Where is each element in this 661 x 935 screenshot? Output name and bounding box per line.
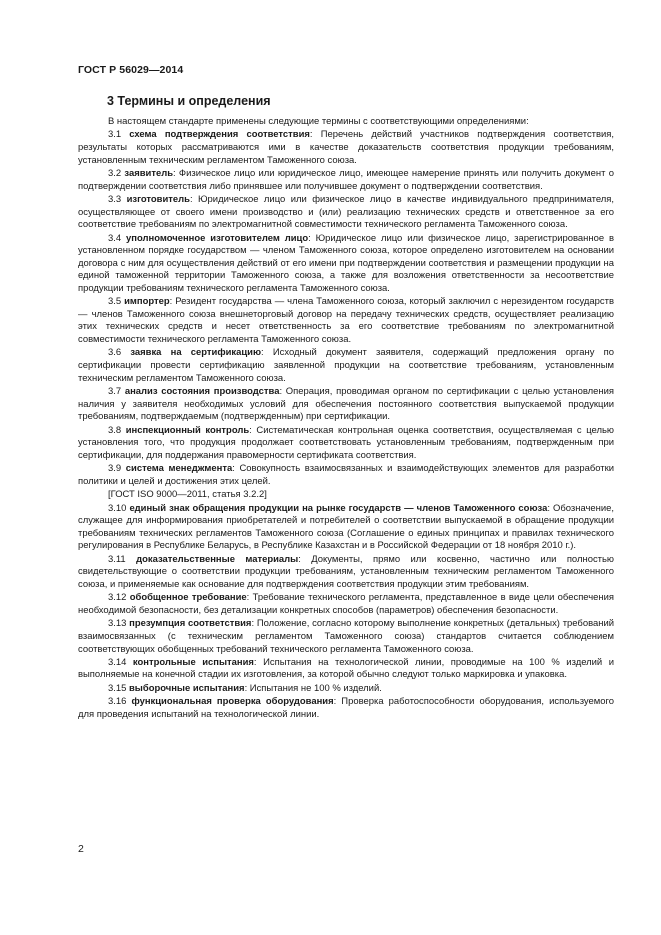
term-paragraph [78,425,614,463]
intro-paragraph: В настоящем стандарте применены следующие термины с соответствующими определениями: [108,116,529,127]
page-number: 2 [78,843,84,855]
term-definition: : Резидент государства — члена Таможенного союза, который заключил с нерезидентом государств — членов Таможенного союза внешнеторговый договор на передачу технических средств, осуществляет реализацию этих технических средств и несет ответственность за его соответствие требованиям по электромагнитной совместимости технического регламента Таможенного союза. [78,296,614,346]
term-paragraph [78,386,614,424]
term-paragraph [78,129,614,167]
term-name: инспекционный контроль [125,424,250,436]
term-definition: : Документы, прямо или косвенно, частично или полностью свидетельствующие о соответствии продукции требованиям, установленным техническим регламентом Таможенного союза, и применяемые как основание для подтверждения соответствия продукции этим требованиям. [78,553,614,590]
term-definition: : Проверка работоспособности оборудования, используемого для проведения испытаний на технологической линии. [78,696,614,720]
term-name: схема подтверждения соответствия [129,129,310,141]
term-number: 3.8 [108,424,126,436]
term-paragraph [78,592,614,617]
term-paragraph [78,554,614,592]
term-definition: : Исходный документ заявителя, содержащий предложения органу по сертификации провести сертификацию заявленной продукции на соответствие требованиям, установленным техническим регламентом Таможенного союза. [78,347,615,384]
term-paragraph [78,296,614,346]
term-paragraph [78,463,614,488]
term-name: система менеджмента [125,463,233,475]
term-number: 3.1 [108,129,130,141]
term-number: 3.10 [108,502,130,514]
term-number: 3.2 [108,167,125,179]
section-title: 3 Термины и определения [107,94,271,108]
term-number: 3.5 [108,296,125,308]
term-definition: : Систематическая контрольная оценка соответствия, осуществляемая с целью установления того, что продукция продолжает соответствовать установленным требованиям, подтвержденным при сертификации, для поддержания правомерности сертификата соответствия. [78,424,614,461]
term-definition: : Обозначение, служащее для информирования приобретателей и потребителей о соответствии выпускаемой в обращение продукции требованиям технических регламентов Таможенного союза (Соглашение о единых принципах и правилах технического регулирования в Республике Беларусь, в Республике Казахстан и в Российской Федерации от 18 ноября 2010 г.). [78,502,615,552]
term-definition: : Совокупность взаимосвязанных и взаимодействующих элементов для разработки политики и целей и достижения этих целей. [78,463,614,487]
term-name: уполномоченное изготовителем лицо [126,232,309,244]
term-definition: : Физическое лицо или юридическое лицо, имеющее намерение принять или получить документ о подтверждении соответствия либо принявшее или получившее документ о подтверждении соответствия. [78,167,614,192]
term-definition: : Операция, проводимая органом по сертификации с целью установления наличия у заявителя необходимых условий для обеспечения постоянного соответствия выпускаемой продукции требованиям, подтверждаемым (подтвержденным) при сертификации. [78,386,614,423]
term-name: единый знак обращения продукции на рынке государств — членов Таможенного союза [129,502,548,514]
term-definition: : Положение, согласно которому выполнение конкретных (детальных) требований взаимосвязанных (с техническим регламентом Таможенного союза) стандартов считается соблюдением соответствующих обобщенных требований технического регламента Таможенного союза. [78,618,614,655]
document-header: ГОСТ Р 56029—2014 [78,64,184,76]
term-name: изготовитель [126,193,190,205]
term-number: 3.6 [108,347,131,359]
term-name: импортер [124,296,170,308]
term-paragraph [78,233,614,296]
term-paragraph [78,696,614,721]
term-definition: [ГОСТ ISO 9000—2011, статья 3.2.2] [108,489,267,501]
term-paragraph [78,503,614,553]
term-number: 3.3 [108,193,127,205]
term-number: 3.11 [108,553,137,565]
term-definition: : Юридическое лицо или физическое лицо, зарегистрированное в установленном порядке государством — членом Таможенного союза, которое определено изготовителем на основании договора с ним для осуществления действий от его имени при подтверждении соответствия и размещении продукции на единой таможенной территории Таможенного союза, а также для возложения ответственности за несоответствие продукции требованиям технического регламента Таможенного союза. [78,232,614,294]
term-number: 3.16 [108,696,132,708]
document-body [78,116,614,722]
term-name: анализ состояния производства [124,386,280,398]
term-paragraph [78,347,614,385]
term-definition: : Перечень действий участников подтверждения соответствия, результаты которых рассматриваются ими в качестве доказательств соответствия продукции требованиям, установленным техническим регламентом Таможенного союза. [78,129,614,166]
term-paragraph [78,489,614,502]
term-name: презумпция соответствия [129,618,252,630]
term-definition: : Требование технического регламента, представленное в виде цели обеспечения необходимой безопасности, без детализации конкретных способов (параметров) обеспечения безопасности. [78,592,614,616]
term-name: обобщенное требование [129,592,247,604]
term-number: 3.12 [108,592,130,604]
term-paragraph [78,683,614,696]
term-name: заявитель [124,167,174,179]
term-name: выборочные испытания [129,682,245,694]
term-number: 3.13 [108,618,130,630]
term-paragraph [78,168,614,193]
term-paragraph [78,618,614,656]
term-name: доказательственные материалы [136,553,299,565]
term-number: 3.15 [108,682,129,694]
term-number: 3.14 [108,656,133,668]
term-definition: : Испытания не 100 % изделий. [244,682,382,694]
term-number: 3.9 [108,463,126,475]
term-name: контрольные испытания [132,656,254,668]
term-name: функциональная проверка оборудования [131,696,334,708]
term-number: 3.7 [108,386,125,398]
term-paragraph [78,657,614,682]
term-definition: : Испытания на технологической линии, проводимые на 100 % изделий и выполняемые на конечной стадии их изготовления, за которой обычно следуют только маркировка и упаковка. [78,656,614,681]
term-name: заявка на сертификацию [130,347,262,359]
term-number: 3.4 [108,232,127,244]
terms-list [78,129,614,721]
term-definition: : Юридическое лицо или физическое лицо в качестве индивидуального предпринимателя, осуществляющее от своего имени производство и (или) реализацию технических средств и ответственное за его соответствие требованиям по электромагнитной совместимости технического регламента Таможенного союза. [78,193,614,231]
term-paragraph [78,194,614,232]
